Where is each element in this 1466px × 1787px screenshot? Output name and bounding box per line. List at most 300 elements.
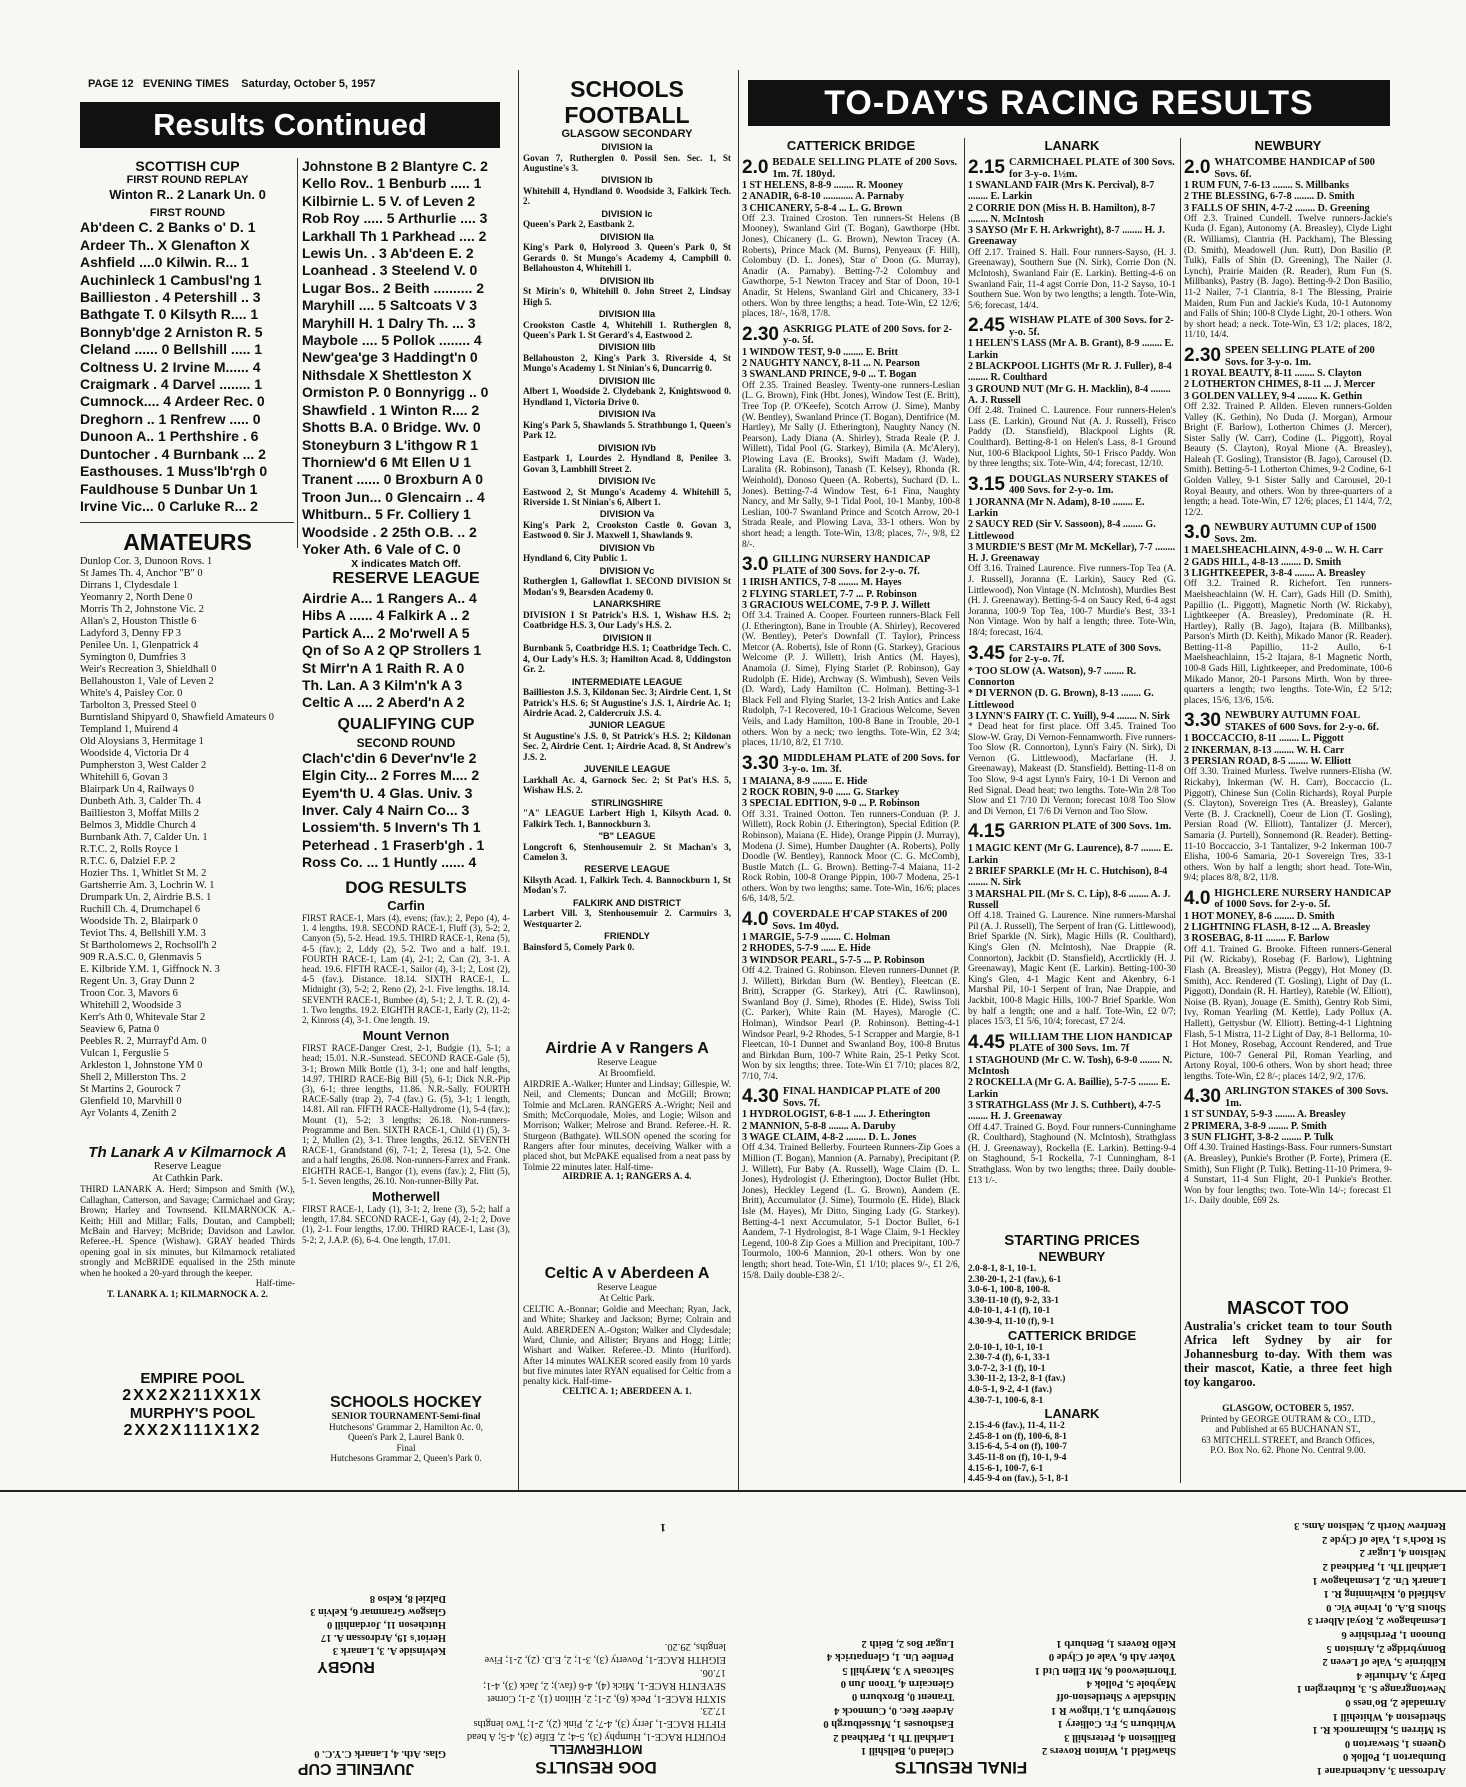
catterick-title: CATTERICK BRIDGE [786,138,916,153]
score-line: Thorniew'd 6 Mt Ellen U 1 [302,453,472,470]
final-result-line: Maybole 5, Pollok 4 [1086,1677,1176,1689]
sp-line: 4.0-5-1, 9-2, 4-1 (fav.) [968,1384,1052,1395]
score-line: Cleland ...... 0 Bellshill ..... 1 [80,341,263,358]
score-line: Celtic A .... 2 Aberd'n A 2 [302,694,465,711]
imprint-line-2: Printed by GEORGE OUTRAM & CO., LTD., [1200,1414,1376,1425]
race-title: ARLINGTON STAKES of 300 Sovs. 1m. [1224,1086,1389,1109]
amateur-result: E. Kilbride Y.M. 1, Giffnock N. 3 [80,964,220,975]
celtic-report-venue: At Celtic Park. [599,1293,655,1304]
rugby-title: RUGBY [317,1658,375,1675]
race-title: ASKRIGG PLATE of 200 Sovs. for 2-y-o. 5f. [782,323,953,347]
placed-horse: 3 SAYSO (Mr F. H. Arkwright), 8-7 ........ H. J. Greenaway [968,225,1165,248]
division-results: St Mirin's 0, Whitehill 0. John Street 2, Lindsay High 5. [523,286,731,307]
amateur-result: Woodside Th. 2, Blairpark 0 [80,916,198,927]
empire-pool-result: 2XX2X211XX1X [122,1387,263,1404]
race-time: 3.0 [1184,522,1211,544]
amateur-result: Morris Th 2, Johnstone Vic. 2 [80,604,204,615]
imprint-line-3: and Published at 65 BUCHANAN ST., [1215,1425,1361,1436]
race-header [742,753,960,776]
stop-press-line: Armadale 2, Bo'ness 0 [1345,1697,1446,1709]
reserve-league-list [302,590,510,712]
final-result-line: Yoker Ath 6, Vale of Clyde 0 [1048,1651,1176,1663]
race-header [742,157,960,180]
race-details: Off 3.30. Trained Murless. Twelve runners-Elisha (W. Rickaby), Inkerman (W. H. Carr), Boccaccio (L. Piggott), Chinese Sun (Colin Richards), Royal Purple (S. Clayton), Sovereign Tres (A. Breasley), Galante Verte (B. J. Cracknell), Coeur de Lion (T. Gosling), Persian Road (W. Elliott), Tantalizer (J. Mercer), Samaria (J. Purtell), Sonnemond (R. Reader). Betting-11-10 Boccaccio, 3-1 Tantalizer, 9-2 Inkerman 100-7 Elisha, 100-6 Samaria, 20-1 Sovereign Tres, 33-1 others. Won by half a length; short head. Tote-Win, 9/4; places 8/8, 8/2, 11/8. [1184,767,1392,884]
sp-line: 4.45-9-4 on (fav.), 5-1, 8-1 [968,1474,1069,1484]
placed-horse: 2 CORRIE DON (Miss H. B. Hamilton), 8-7 ........ N. McIntosh [968,202,1156,225]
score-line: Kello Rov.. 1 Benburb ..... 1 [302,175,482,192]
race-time: 4.30 [742,1086,779,1108]
stop-press-extra-results [1196,1519,1446,1777]
division-results: Larkhall Ac. 4, Garnock Sec. 2; St Pat's H.S. 5, Wishaw H.S. 2. [523,774,731,796]
imprint-line-5: P.O. Box No. 62. Phone No. Central 9.00. [1210,1446,1366,1457]
thistle-report [80,1144,295,1366]
schools-football-title-1: SCHOOLS [570,76,684,102]
division-heading: "B" LEAGUE [598,830,656,841]
first-round-title: FIRST ROUND [149,207,226,220]
amateur-result: Yeomanry 2, North Dene 0 [80,592,193,603]
placed-horse: 1 IRISH ANTICS, 7-8 ........ M. Hayes [742,577,902,589]
race-entry [968,1032,1176,1186]
placed-horse: 3 LIGHTKEEPER, 3-8-4 ........ A. Breasley [1184,568,1366,580]
amateur-result: Templand 1, Muirend 4 [80,724,178,735]
race-entry [742,157,960,320]
thistle-report-half: Half-time- [255,1279,295,1290]
results-banner: Results Continued [80,102,500,148]
race-title: WILLIAM THE LION HANDICAP PLATE of 300 Sovs. 1m. 7f [1008,1031,1172,1055]
placed-horse: 3 MURDIE'S BEST (Mr M. McKellar), 7-7 ........ H. J. Greenaway [968,541,1176,565]
amateur-result: Regent Un. 3, Gray Dunn 2 [80,976,195,987]
final-result-line: Ardeer Rec. 0, Cumnock 4 [834,1704,954,1716]
division-results: Queen's Park 2, Eastbank 2. [523,219,635,230]
juvenile-cup-title: JUVENILE CUP [297,1760,415,1777]
schools-football-title-2: FOOTBALL [564,102,690,128]
race-time: 2.0 [742,157,769,178]
sp-lanark-list [968,1421,1176,1484]
scottish-cup-column [80,158,295,518]
column-rule [297,158,298,548]
placed-horse: * DI VERNON (D. G. Brown), 8-13 ........ G. Littlewood [968,688,1154,711]
imprint [1184,1404,1392,1484]
placed-horse: 3 CHICANERY, 5-8-4 ... L. G. Brown [742,202,903,214]
division-heading: DIVISION IIIa [598,309,656,320]
dog-results-title: DOG RESULTS [345,878,467,897]
division-results: Hyndland 6, City Public 1. [523,553,628,564]
division-results: Albert 1, Woodside 2. Clydebank 2, Knightswood 0. Hyndland 1, Victoria Drive 0. [523,386,731,407]
score-line: Maryhill H. 1 Dalry Th. ... 3 [302,314,476,331]
sp-dog-results-sub: MOTHERWELL [549,1742,643,1757]
score-line: Cumnock.... 4 Ardeer Rec. 0 [80,393,265,410]
footer-mark: 1 [660,1521,666,1535]
placed-horse: 3 GROUND NUT (Mr G. H. Macklin), 8-4 ........ A. J. Russell [968,383,1171,406]
rugby-line: Glasgow Grammar 6, Kelvin 3 [310,1606,446,1617]
score-line: Larkhall Th 1 Parkhead .... 2 [302,227,487,244]
score-line: Airdrie A... 1 Rangers A.. 4 [302,590,477,606]
stop-press-line: St Roch's 1, Vale of Clyde 2 [1322,1533,1446,1545]
race-entry [1184,1086,1392,1206]
thistle-report-final: T. LANARK A. 1; KILMARNOCK A. 2. [107,1289,268,1300]
stop-press-line: Lanark Un. 2, Lesmahagow 1 [1312,1574,1446,1586]
murphys-pool-result: 2XX2X111X1X2 [123,1422,262,1439]
race-time: 4.45 [968,1031,1005,1053]
mount-vernon-results: FIRST RACE-Danger Crest, 2-1, Budgie (1), 5-1; a head; 15.01. N.R.-Sunstead. SECOND RACE-Gale (5), 3-1; Brown Milk Bottle (1), 3-1; one and half lengths, 14.97. THIRD RACE-Big Bill (5), 6-1; Dick N.R.-Pip (3), 6-1; three lengths, 11.86. N.R.-Sally. FOURTH RACE-Sally (trap 2), 7-4 (fav.) G. (5), 3-1; 1 length, 14.81. All ran. FIFTH RACE-Hallydrome (1), 5-4 (fav.); Mount (1), 5-2; 3 lengths; 26.18. Non-runners-Programme and Ben. SIXTH RACE-1, Child (1) (5), 3-1; 2, Mullen (2), 3-1. Three lengths, 26.12. SEVENTH RACE-1, Grandstand (6), 7-1; 2, Teresa (1), 5-2. One and a half lengths, 26.08. Non-runners-Farrex and Frank. EIGHTH RACE-1, Bangor (1), evens (fav.); 2, Flitt (5), 5-1. Seven lengths, 26.10. Non-runner-Billy Pat. [302,1043,510,1186]
score-line: Dunoon A.. 1 Perthshire . 6 [80,428,259,445]
division-results: Eastpark 1, Lourdes 2. Hyndland 8, Penilee 3. Govan 3, Lambhill Street 2. [523,453,731,474]
race-header [968,1032,1176,1055]
sp-line: 3.0-6-1, 100-8, 100-8. [968,1285,1051,1296]
race-entry [1184,157,1392,341]
sp-dog-line: SEVENTH RACE-1, Mick (4), 4-6 (fav.); 2, Jack (3), 4-1; 17.06. [483,1667,726,1691]
stop-press-line: Lesmahagow 2, Royal Albert 3 [1307,1615,1446,1627]
schools-football-column [523,76,731,1036]
airdrie-report-body: AIRDRIE A.-Walker; Hunter and Lindsay; Gillespie, W. Neil, and Clements; Duncan and McGill; Brown; Tolmie and McLaren. RANGERS A.-Wright; Neil and Smith; McCorquodale, Moles, and Logie; Wilson and Morrison; Walker; Melrose and Brand. Referee.-H. R. Sturgeon (Bathgate). WILSON opened the scoring for Rangers after four minutes, deceiving Walker with a placed shot, but McPAKE equalised from a neat pass by Tolmie 22 minutes later. Half-time- [523,1079,731,1172]
final-result-line: Easthouses 1, Musselburgh 0 [823,1718,954,1730]
placed-horse: 1 MAIANA, 8-9 ........ E. Hide [742,775,868,787]
race-time: 4.15 [968,821,1005,843]
division-heading: DIVISION IIIc [598,375,656,386]
division-results: Kilsyth Acad. 1, Falkirk Tech. 4. Bannockburn 1, St Modan's 7. [523,874,731,896]
mascot-body: Australia's cricket team to tour South Africa left Sydney by air for Johannesburg to-day. With them was their mascot, Katie, a three feet high toy kangaroo. [1184,1319,1392,1389]
final-result-line: Glencairn 4, Troon Jun 0 [840,1677,954,1689]
race-entry [742,554,960,749]
amateur-result: Pumpherston 3, West Calder 2 [80,760,207,771]
placed-horse: 1 ROYAL BEAUTY, 8-11 ........ S. Clayton [1184,368,1362,380]
schools-hockey-section [302,1394,510,1484]
race-title: DOUGLAS NURSERY STAKES of 400 Sovs. for 2-y-o. 1m. [1008,473,1169,497]
amateur-result: Dunbeth Ath. 3, Calder Th. 4 [80,796,202,807]
score-line: Craigmark . 4 Darvel ........ 1 [80,376,263,393]
qualifying-cup-title: QUALIFYING CUP [337,715,475,733]
page-number: PAGE 12 [88,78,134,90]
final-result-line: Penilee Un. 1, Glenpatrick 4 [826,1651,954,1663]
amateur-result: Whitehill 2, Woodside 3 [80,1000,182,1011]
airdrie-report-venue: At Broomfield. [598,1068,656,1079]
division-results: King's Park 0, Holyrood 3. Queen's Park 0, St Gerards 0. St Mungo's Academy 4, Campbill 0. Bellahouston 4, Whitehill 1. [523,242,731,274]
placed-horse: 1 HYDROLOGIST, 6-8-1 ..... J. Etherington [742,1109,931,1121]
amateur-result: Allan's 2, Houston Thistle 6 [80,616,197,627]
race-details: Off 4.1. Trained G. Brooke. Fifteen runners-General Pil (W. Rickaby), Rosebag (F. Barlow), Lightning Flash (A. Breasley), Mistra (Peggy), Hot Money (D. Smith), Acc. Rendered (T. Gosling), Light of Day (L. Piggott), Dondain (R. H. Hartley), Rateble (W. Elliott), Noise (B. Ryan), Jouage (E. Smith), Gentry Rob Simi, Ivy, Roman Yearling (M. Kettle), Lady Pollux (A. Hallett), Gettysbur (W. Elliott). Betting-4-1 Lightning Flash, 5-1 Mistra, 11-2 Light of Day, 8-1 Bellorma, 10-1 Hot Money, Rosebag, Account Rendered, and True Picture, 100-7 General Pil, Roman Yearling, and Artony Royal, 100-6 others. Won by short head; three lengths. Tote-Win, £2 8/-; places 14/2, 9/2, 17/6. [1184,944,1392,1082]
division-results: Eastwood 2, St Mungo's Academy 4. Whitehill 5, Riverside 1. St Ninian's 6, Albert 1. [523,486,731,508]
amateur-result: Shell 2, Millerston Ths. 2 [80,1072,187,1083]
placed-horse: 1 BOCCACCIO, 8-11 ........ L. Piggott [1184,733,1344,745]
celtic-report-sub: Reserve League [597,1283,657,1293]
empire-pool-title: EMPIRE POOL [140,1370,245,1387]
score-line: Eyem'th U. 4 Glas. Univ. 3 [302,784,473,801]
stop-press-line: Neilston 4, Lugar 2 [1359,1547,1446,1559]
stop-press-line: Larkhall Th. 1, Parkhead 2 [1322,1561,1446,1573]
race-time: 2.15 [968,157,1005,178]
placed-horse: 3 WINDSOR PEARL, 5-7-5 ... P. Robinson [742,954,925,966]
division-heading: DIVISION IIb [599,275,655,286]
division-heading: DIVISION Ia [601,142,653,152]
placed-horse: 2 THE BLESSING, 6-7-8 ........ D. Smith [1184,191,1355,203]
score-line: Clach'c'din 6 Dever'nv'le 2 [302,749,477,766]
race-header [1184,522,1392,545]
score-line: Stoneyburn 3 L'ithgow R 1 [302,436,478,453]
race-details: Off 2.3. Trained Croston. Ten runners-St Helens (B Mooney), Swanland Girl (T. Bogan), Gawthorpe (Hbt. Jones), Chicanery (L. G. Brown), Newton Tracey (A. Roberts), Prince Mack (M. Burns), Penyeaux (F. Hill), Colombuy (D. L. Jones), Star o' Doon (G. Murray), Anadir (A. Parnaby). Betting-7-2 Colombuy and Gawthorpe, 5-1 Newton Tracey and Star of Doon, 10-1 Anadir, St Helens, Swanland Girl and Chicanery, 33-1 others. Won by three lengths; a head. Tote-Win, £2 12/6; places, 18/-, 16/8, 17/8. [742,213,960,320]
race-details: Off 3.4. Trained A. Cooper. Fourteen runners-Black Fell (J. Etherington), Bane in Trouble (A. Shirley), Recovered (W. Bentley), Peter's Downfall (T. Taylor), Princess Metcor (A. Roberts), Isle of Ronn (G. Starkey), Gracious Welcome (P. J. Willett), Irish Antics (M. Hayes), Anamola (J. Sime), Flying Starlet (P. Robinson), Gay Rudolph (E. Hide), Archway (S. Wimbush), Seven Veils (D. Ward), Lady Hamilton (C. Holman). Betting-3-1 Black Fell and Flying Starlet, 13-2 Irish Antics and Lake Rudolph, 7-1 Recovered, 10-1 Gracious Welcome, Seven Veils, and Lady Hamilton, 100-8 Bane in Trouble, 20-1 others. Won by a neck; two lengths. Tote-Win, £2 3/4; places, 11/10, 8/2, £1 7/10. [742,611,960,749]
race-time: 3.30 [1184,710,1221,732]
rugby-line: Dalziel 8, Kelso 8 [369,1593,446,1604]
race-details: Off 4.18. Trained G. Laurence. Nine runners-Marshal Pil (A. J. Russell), The Serpent of Iran (G. Littlewood), Brief Sparkle (N. Sirk), Magic Hills (R. Coulthard), King's Glen (N. McIntosh), Nae Drappie (R. Connorton), Jackbit (D. Stansfield), Accrtlickly (H. J. Greenaway), Magic Kent (E. Larkin). Betting-100-30 King's Glen, 4-1 Magic Kent and Akenbry, 6-1 Marshal Pil, 10-1 Serpent of Iran, Nae Drappie, and Jackbit, 100-8 Magic Hills, 100-7 Brief Sparkle. Won by half a length; one and a half. Tote-Win, £2 0/7; places 15/3, £1 5/6, 10/4; forecast, £7 2/4. [968,911,1176,1028]
stop-press-line: Ashfield 0, Kilwinning R. 1 [1323,1588,1446,1600]
amateurs-list [80,556,295,1120]
race-header [742,1086,960,1109]
placed-horse: 2 LOTHERTON CHIMES, 8-11 ... J. Mercer [1184,379,1376,391]
amateur-result: Dirrans 1, Clydesdale 1 [80,580,179,591]
score-line: Troon Jun... 0 Glencairn .. 4 [302,488,485,505]
division-heading: DIVISION Vc [599,565,655,576]
race-title: MIDDLEHAM PLATE of 200 Sovs. for 3-y-o. 1m. 3f. [782,752,960,776]
amateur-result: Seaview 6, Patna 0 [80,1024,160,1035]
race-entry [742,753,960,905]
catterick-column [742,138,960,1483]
score-line: Easthouses. 1 Muss'lb'rgh 0 [80,463,268,480]
score-line: Tranent ...... 0 Broxburn A 0 [302,471,483,488]
sp-line: 2.30-7-4 (f), 6-1, 33-1 [968,1353,1051,1364]
score-line: Ardeer Th.. X Glenafton X [80,236,250,253]
placed-horse: 3 STRATHGLASS (Mr J. S. Cuthbert), 4-7-5 ........ H. J. Greenaway [968,1099,1161,1123]
final-result-line: Saltcoats V 3, Maryhill 5 [842,1664,954,1676]
race-details: Off 4.47. Trained G. Boyd. Four runners-Cunninghame (R. Coulthard), Staghound (N. McIntosh), Strathglass (H. J. Greenaway), Rockella (E. Larkin). Betting-9-4 on Staghound, 5-1 Rockella, 7-1 Cunningham, 8-1 Strathglass. Won by two lengths; three. Daily double-£13 1/-. [968,1122,1176,1186]
division-results: Baillieston J.S. 3, Kildonan Sec. 3; Airdrie Cent. 1, St Patrick's H.S. 6; St Augustine's J.S. 1, Airdrie Ac. 1; Airdrie Acad. 2, Caldercruix J.S. 4. [523,687,731,718]
division-heading: DIVISION IVa [598,409,656,420]
amateur-result: St James Th. 4, Anchor "B" 0 [80,568,203,579]
race-header [742,324,960,347]
division-heading: DIVISION IIIb [598,342,656,353]
score-line: Shotts B.A. 0 Bridge. Wv. 0 [302,419,481,436]
amateur-result: Burnbank Ath. 7, Calder Un. 1 [80,832,208,843]
imprint-line-4: 63 MITCHELL STREET, and Branch Offices, [1201,1435,1375,1446]
placed-horse: 1 ST HELENS, 8-8-9 ........ R. Mooney [742,180,903,191]
placed-horse: 2 RHODES, 5-7-9 ...... E. Hide [742,943,871,955]
final-result-line: Stoneyburn 3, L'ithgow R 1 [1050,1704,1176,1716]
sp-newbury-list [968,1264,1176,1328]
column-rule [518,70,519,1490]
placed-horse: 3 ROSEBAG, 8-11 ........ F. Barlow [1184,933,1330,945]
placed-horse: 2 NAUGHTY NANCY, 8-11 ... N. Pearson [742,358,920,370]
rugby-list [246,1592,446,1657]
stop-press-final-results [746,1502,1176,1777]
motherwell-results: FIRST RACE-1, Lady (1), 3-1; 2, Irene (3), 5-2; half a length, 17.84. SECOND RACE-1, Gay (4), 2-1; 2, Dove (1), 2-1. Four lengths, 17.00. THIRD RACE-1, Last (3), 5-2; 2, J.A.P. (6), 6-4. One length, 17.01. [302,1204,510,1245]
first-round-list-a [80,219,295,515]
placed-horse: 2 LIGHTNING FLASH, 8-12 ... A. Breasley [1184,922,1371,934]
thistle-report-title: Th Lanark A v Kilmarnock A [88,1144,287,1161]
score-line: Baillieston . 4 Petershill .. 3 [80,289,261,306]
race-title: NEWBURY AUTUMN CUP of 1500 Sovs. 2m. [1214,522,1377,545]
sp-line: 4.30-9-4, 11-10 (f), 9-1 [968,1316,1055,1327]
score-line: Yoker Ath. 6 Vale of C. 0 [302,540,461,557]
division-results: Bainsford 5, Comely Park 0. [523,941,635,952]
juvenile-line: Glas. Ath. 4, Lanark C.Y.C. 0 [314,1748,446,1759]
race-header [1184,888,1392,911]
stop-press-right-column [1196,1502,1446,1777]
placed-horse: 3 SWANLAND PRINCE, 9-0 ... T. Bogan [742,369,917,381]
match-off-note: X indicates Match Off. [351,558,461,571]
race-entry [1184,710,1392,883]
placed-horse: 2 ANADIR, 6-8-10 ............ A. Parnaby [742,191,904,203]
amateur-result: Tarbolton 3, Pressed Steel 0 [80,700,197,711]
schools-hockey-list [302,1423,510,1465]
column-rule [964,138,965,1483]
final-result-line: Nithsdale v Shettleston-off [1056,1691,1176,1703]
race-header [968,474,1176,497]
stop-press-line: Shotts B.A. 0, Irvine Vic. 0 [1326,1601,1446,1613]
section-rule [80,522,294,523]
division-heading: DIVISION Vb [599,542,655,553]
score-line: Woodside . 2 25th O.B. .. 2 [302,523,477,540]
sp-line: 3.15-6-4, 5-4 on (f), 100-7 [968,1442,1067,1453]
amateur-result: Dunlop Cor. 3, Dunoon Rovs. 1 [80,556,213,567]
race-entry [742,909,960,1082]
race-entry [968,157,1176,311]
race-time: 3.45 [968,642,1005,664]
final-results-list [746,1636,1176,1757]
final-result-line: Tranent 0, Broxburn 0 [851,1691,954,1703]
division-results: St Augustine's J.S. 0, St Patrick's H.S. 2; Kildonan Sec. 2, Airdrie Cent. 1; Airdrie Acad. 8, St Andrew's J.S. 2. [523,730,731,762]
sp-dog-results-title: DOG RESULTS [535,1758,657,1777]
placed-horse: 2 MANNION, 5-8-8 ........ A. Daruby [742,1120,896,1132]
schools-football-list [523,142,731,952]
race-details: Off 4.30. Trained Hastings-Bass. Four runners-Sunstart (A. Breasley), Punkie's Brother (P. Forte), Primera (E. Smith), Sun Flight (P. Tulk). Betting-11-10 Primera, 9-4 Sunstart, 11-4 Sun Flight, 20-1 Punkie's Brother. Won by four lengths; two. Tote-Win 14/-; forecast £1 1/-. Daily double, £69 2s. [1184,1143,1392,1207]
column-rule [738,70,739,1490]
score-line: Loanhead . 3 Steelend V. 0 [302,262,478,279]
race-details: Off 4.2. Trained G. Robinson. Eleven runners-Dunnet (P. J. Willett), Birkdan Burn (W. Bentley), Fleetcan (E. Britt), Scrapper (G. Starkey), Atri (C. Rawlinson), Swanland Boy (J. Sime), Rhodes (E. Hide), Swiss Toli (C. Parker), White Rain (M. Hayes), Marogle (C. Holman), Windsor Pearl (P. Robinson). Betting-4-1 Windsor Pearl, 9-2 Rhodes, 5-1 Scrapper and Margie, 8-1 Fleetcan, 10-1 Dunnet and Swanland Boy, 100-8 Brutus and Birkdan Burn, 100-7 White Rain, 25-1 Petky Scot. Won by six lengths; three. Tote-Win £1 7/10; places 8/2, 7/10, 7/4. [742,965,960,1082]
race-title: WHATCOMBE HANDICAP of 500 Sovs. 6f. [1214,157,1375,180]
division-heading: FRIENDLY [604,931,650,942]
amateur-result: Symington 0, Dumfries 3 [80,652,186,663]
stop-press-line: Kilbirnie 5, Vale of Leven 2 [1322,1656,1446,1668]
race-time: 4.0 [1184,887,1211,909]
final-result-line: Shawfield 1, Winton Rovers 2 [1041,1745,1176,1756]
amateur-result: Bellahouston 1, Vale of Leven 2 [80,676,214,687]
placed-horse: 3 PERSIAN ROAD, 8-5 ........ W. Elliott [1184,756,1352,768]
race-time: 3.15 [968,473,1005,495]
placed-horse: 1 SWANLAND FAIR (Mrs K. Percival), 8-7 ........ E. Larkin [968,180,1155,203]
race-header [968,157,1176,180]
replay-title: FIRST ROUND REPLAY [126,174,249,186]
thistle-report-venue: At Cathkin Park. [152,1173,223,1185]
placed-horse: 1 MARGIE, 5-7-9 ........ C. Holman [742,932,891,944]
stop-press-line: Bonnybridge 2, Arniston 5 [1326,1642,1446,1654]
placed-horse: 2 SAUCY RED (Sir V. Sassoon), 8-4 ........ G. Littlewood [968,519,1156,542]
division-results: Burnbank 5, Coatbridge H.S. 1; Coatbridge Tech. C. 4, Our Lady's H.S. 3; Hamilton Acad. 8, Uddingston Gr. 2. [523,643,731,675]
sp-line: 3.30-11-10 (f), 9-2, 33-1 [968,1295,1059,1306]
motherwell-title: Motherwell [372,1189,440,1205]
race-details: Off 3.16. Trained Laurence. Five runners-Top Tea (A. J. Russell), Joranna (E. Larkin), Saucy Red (G. Littlewood), Non Vintage (N. McIntosh), Murdies Best (H. J. Greenaway). Betting-5-4 on Saucy Red, 6-4 agst Joranna, 100-9 Top Tea, 100-7 Murdie's Best, 33-1 Non Vintage. Won by half a length; three. Tote-Win, 18/4; forecast, 16/4. [968,564,1176,639]
race-header [1184,345,1392,368]
placed-horse: 1 JORANNA (Mr N. Adam), 8-10 ........ E. Larkin [968,496,1145,519]
race-details: Off 2.17. Trained S. Hall. Four runners-Sayso, (H. J. Greenaway), Southern Sue (N. Sirk), Corrie Don (N. McIntosh), Swanland Fair (E. Larkin). Betting-4-6 on Swanland Fair, 11-4 agst Corrie Don, 11-2 Sayso, 10-1 Southern Sue. Won by two lengths; a length. Tote-Win, 5/6; forecast, 14/4. [968,247,1176,311]
placed-horse: 3 GRACIOUS WELCOME, 7-9 P. J. Willett [742,599,931,611]
division-heading: DIVISION Ic [601,208,653,219]
amateur-result: Arkleston 1, Johnstone YM 0 [80,1060,203,1071]
placed-horse: 3 LYNN'S FAIRY (T. C. Yuill), 9-4 ........ N. Sirk [968,710,1170,722]
column-rule [1180,138,1181,1483]
division-heading: JUNIOR LEAGUE [588,720,666,731]
final-result-line: Kello Rovers 1, Benburb 1 [1056,1637,1176,1649]
sp-line: 2.45-8-1 on (f), 100-6, 8-1 [968,1431,1067,1442]
final-result-line: Larkhall Th 1, Parkhead 2 [833,1731,954,1743]
stop-press-line: Queens 1, Stewarton 0 [1344,1737,1446,1749]
race-entry [968,315,1176,469]
score-line: Irvine Vic... 0 Carluke R... 2 [80,497,258,514]
amateur-result: Gartsherrie Am. 3, Lochrin W. 1 [80,880,215,891]
score-line: Bonnyb'dge 2 Arniston R. 5 [80,323,263,340]
race-time: 2.30 [1184,345,1221,367]
qualifying-cup-list [302,750,510,872]
dog-results-section [302,878,510,1398]
sp-newbury-title: NEWBURY [1038,1249,1106,1264]
race-header [742,909,960,932]
score-line: Inver. Caly 4 Nairn Co... 3 [302,802,470,819]
stop-press-dog-results [466,1502,726,1777]
division-heading: STIRLINGSHIRE [591,797,663,808]
score-line: Shawfield . 1 Winton R.... 2 [302,401,480,418]
sp-lanark-title: LANARK [1044,1406,1100,1422]
first-round-list-b [302,158,510,558]
paper-name: EVENING TIMES [142,78,230,90]
starting-prices-section [968,1232,1176,1484]
amateur-result: Teviot Ths. 4, Bellshill Y.M. 3 [80,928,206,939]
amateur-result: St Bartholomews 2, Rochsoll'h 2 [80,940,217,951]
race-time: 3.0 [742,554,769,576]
stop-press-rotated [0,1495,1466,1785]
race-time: 3.30 [742,752,779,774]
score-line: Lugar Bos.. 2 Beith .......... 2 [302,279,485,296]
score-line: Qn of So A 2 QP Strollers 1 [302,642,482,659]
stop-press-rugby [246,1505,446,1675]
score-line: Fauldhouse 5 Dunbar Un 1 [80,480,258,497]
amateur-result: R.T.C. 2, Rolls Royce 1 [80,844,180,855]
amateur-result: Blairpark Un 4, Railways 0 [80,784,194,795]
pools-section [80,1370,305,1450]
final-result-line: Thorniewood 6, Mt Ellen Utd 1 [1034,1664,1176,1676]
placed-horse: 1 ST SUNDAY, 5-9-3 ........ A. Breasley [1184,1109,1346,1121]
division-results: Longcroft 6, Stenhousemuir 2. St Machan's 3, Camelon 3. [523,841,731,862]
mount-vernon-title: Mount Vernon [362,1028,450,1044]
score-line: Maryhill .... 5 Saltcoats V 3 [302,297,478,314]
sp-catterick-title: CATTERICK BRIDGE [1007,1327,1137,1343]
reserve-league-section [302,568,510,878]
sp-dog-line: FIFTH RACE-1, Jerry (3), 4-7; 2, Pink (2), 2-1; Two lengths 17.23. [473,1705,726,1730]
amateur-result: Glenfield 10, Marvhill 0 [80,1096,182,1107]
amateurs-section [80,528,295,1148]
placed-horse: 1 WINDOW TEST, 9-0 ........ E. Britt [742,346,898,358]
imprint-line-1: GLASGOW, OCTOBER 5, 1957. [1222,1404,1354,1414]
score-line: Auchinleck 1 Cambusl'ng 1 [80,271,262,288]
race-time: 2.30 [742,323,779,345]
race-entry [1184,345,1392,518]
placed-horse: 3 SPECIAL EDITION, 9-0 ... P. Robinson [742,798,920,810]
score-line: Duntocher . 4 Burnbank ... 2 [80,445,266,462]
qualifying-cup-sub: SECOND ROUND [356,735,456,750]
race-title: WISHAW PLATE of 300 Sovs. for 2-y-o. 5f. [1008,315,1174,338]
amateur-result: Hozier Ths. 1, Whitlet St M. 2 [80,868,207,879]
amateur-result: 909 R.A.S.C. 0, Glenmavis 5 [80,952,202,963]
replay-result: Winton R.. 2 Lanark Un. 0 [109,187,266,202]
race-title: COVERDALE H'CAP STAKES of 200 Sovs. 1m 40yd. [772,909,948,932]
score-line: Ross Co. ... 1 Huntly ...... 4 [302,854,477,871]
sp-line: 2.0-10-1, 10-1, 10-1 [968,1342,1044,1353]
score-line: Hibs A ...... 4 Falkirk A .. 2 [302,607,470,624]
placed-horse: 3 FALLS OF SHIN, 4-7-2 ........ D. Greening [1184,202,1370,214]
placed-horse: 1 HOT MONEY, 8-6 ........ D. Smith [1184,910,1335,922]
score-line: Nithsdale X Shettleston X [302,366,472,383]
division-results: Whitehill 4, Hyndland 0. Woodside 3, Falkirk Tech. 2. [523,186,731,207]
sp-dog-line: EIGHTH RACE-1, Poverty (3), 3-1; 2, E.D. (2), 2-1; Five lengths, 29.20. [484,1641,726,1666]
race-title: GILLING NURSERY HANDICAP PLATE of 300 Sovs. for 2-y-o. 7f. [772,554,930,577]
division-results: Crookston Castle 4, Whitehill 1. Rutherglen 8, Queen's Park 1. St Gerard's 4, Eastwood 2. [523,319,731,341]
